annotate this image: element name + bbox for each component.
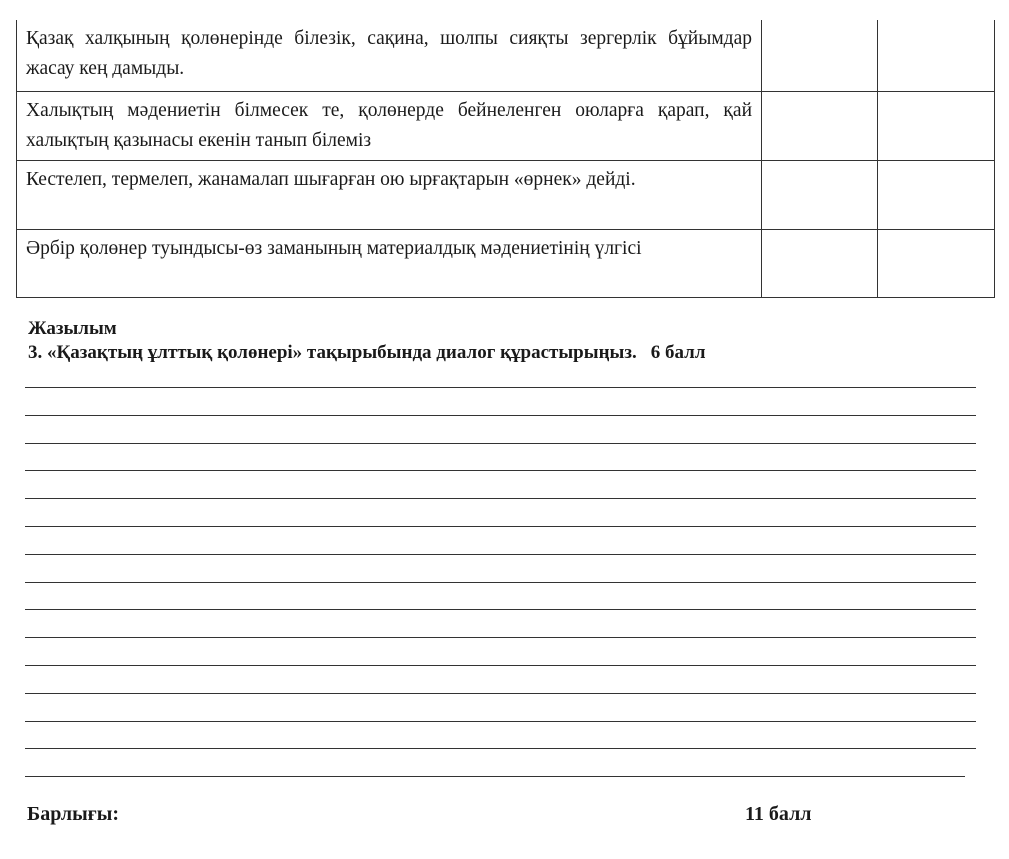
table-row [17, 230, 995, 298]
answer-line[interactable] [25, 637, 976, 638]
answer-line[interactable] [25, 470, 976, 471]
answer-line[interactable] [25, 609, 976, 610]
answer-line[interactable] [25, 554, 976, 555]
answer-line[interactable] [25, 415, 976, 416]
answer-line[interactable] [25, 693, 976, 694]
answer-line[interactable] [25, 776, 965, 777]
table-row [17, 161, 995, 230]
answer-line[interactable] [25, 582, 976, 583]
total-label: Барлығы: [27, 803, 120, 825]
statement-cell: Қазақ халқының қолөнерінде білезік, сақина, шолпы сияқты зергерлік бұйымдар жасау кең дамыды. [17, 20, 762, 92]
answer-line[interactable] [25, 498, 976, 499]
answer-line[interactable] [25, 443, 976, 444]
task-text: 3. «Қазақтың ұлттық қолөнері» тақырыбында диалог құрастырыңыз. [28, 342, 637, 363]
total-value: 11 балл [745, 803, 812, 825]
answer-cell-false[interactable] [878, 20, 995, 92]
answer-line[interactable] [25, 665, 976, 666]
answer-cell-false[interactable] [878, 92, 995, 161]
answer-cell-true[interactable] [762, 161, 878, 230]
section-title: Жазылым [28, 318, 117, 339]
answer-cell-true[interactable] [762, 230, 878, 298]
answer-cell-false[interactable] [878, 230, 995, 298]
task-heading [28, 340, 706, 365]
answer-cell-false[interactable] [878, 161, 995, 230]
table-row [17, 20, 995, 92]
statement-cell: Халықтың мәдениетін білмесек те, қолөнерде бейнеленген оюларға қарап, қай халықтың қазынасы екенін танып білеміз [17, 92, 762, 161]
statements-table [16, 20, 995, 298]
answer-line[interactable] [25, 748, 976, 749]
answer-line[interactable] [25, 721, 976, 722]
answer-cell-true[interactable] [762, 20, 878, 92]
statement-cell: Әрбір қолөнер туындысы-өз заманының материалдық мәдениетінің үлгісі [17, 230, 762, 298]
answer-cell-true[interactable] [762, 92, 878, 161]
answer-line[interactable] [25, 387, 976, 388]
task-points: 6 балл [650, 342, 706, 363]
table-row [17, 92, 995, 161]
answer-line[interactable] [25, 526, 976, 527]
statement-cell: Кестелеп, термелеп, жанамалап шығарған ою ырғақтарын «өрнек» дейді. [17, 161, 762, 230]
